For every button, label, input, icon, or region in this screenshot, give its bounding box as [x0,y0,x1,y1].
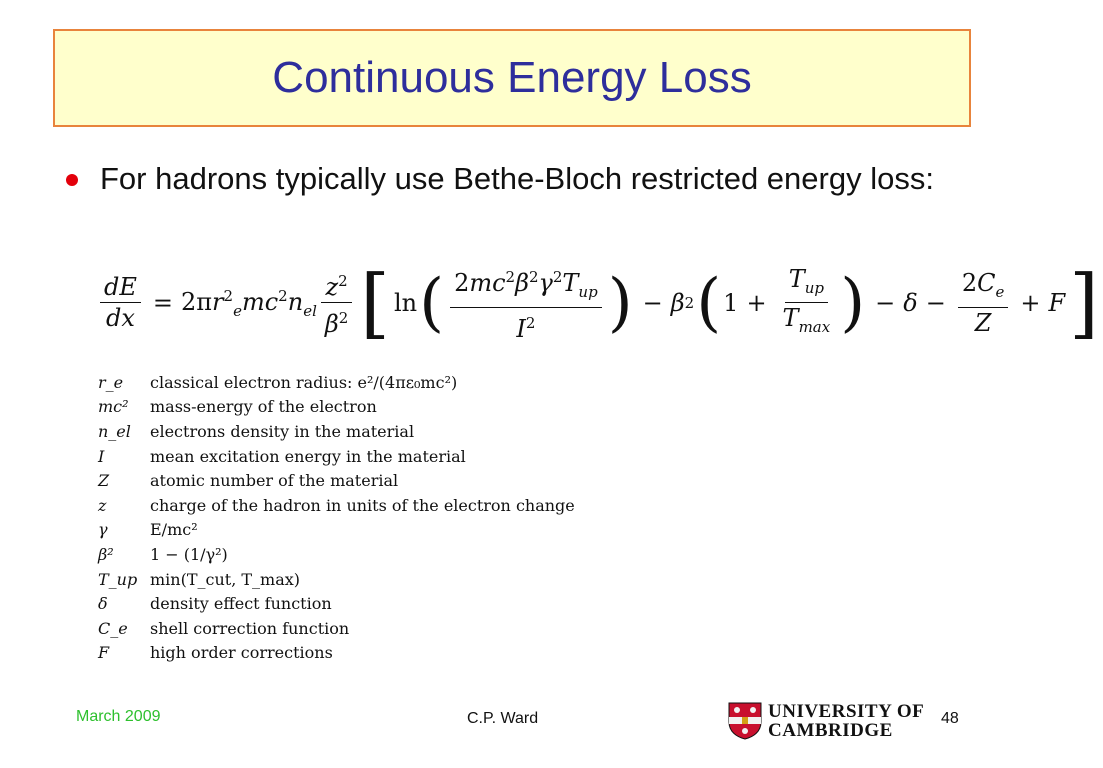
definitions-list [98,370,575,665]
definition-description: density effect function [150,594,332,614]
formula-dedx: $\frac{dE}{dx}$ [100,272,141,333]
logo-line-2: CAMBRIDGE [768,720,893,741]
definition-symbol: δ [98,594,108,614]
definition-row [98,468,575,493]
definition-row [98,419,575,444]
definition-row [98,493,575,518]
definition-description: electrons density in the material [150,421,415,441]
definition-symbol: T_up [98,569,138,589]
definition-symbol: C_e [98,618,128,638]
definition-symbol: γ [98,520,108,540]
definition-symbol: I [98,446,105,466]
bethe-bloch-formula: $\frac{dE}{dx}$ = $2\pi r^2_emc^2n_{el}$ $\frac{z^2}{\beta^2}$ [ ln ( $\frac{2mc^2\beta^2\gamma^2T_{up}}{I^2}$ ) − β 2 ( 1 + $\frac{T_{up}}{T_{max}}$ ) − δ − $\frac{2C_e}{Z}$ + F ] [96,262,1103,344]
footer-author: C.P. Ward [467,710,539,727]
bullet-text: For hadrons typically use Bethe-Bloch restricted energy loss: [100,161,934,196]
logo-line-1: UNIVERSITY OF [768,701,925,722]
definition-symbol: z [98,495,107,515]
definition-symbol: r_e [98,372,124,392]
definition-symbol: mc² [98,397,129,417]
definition-description: classical electron radius: e²/(4πε₀mc²) [150,372,458,392]
definition-symbol: Z [98,471,110,491]
definition-description: 1 − (1/γ²) [150,544,228,564]
page-number: 48 [941,710,959,727]
definition-description: mean excitation energy in the material [150,446,466,466]
definition-description: shell correction function [150,618,350,638]
definition-row [98,591,575,616]
definition-description: high order corrections [150,643,333,663]
definition-row [98,641,575,666]
university-logo [728,702,924,740]
definition-description: E/mc² [150,520,198,540]
definition-row [98,395,575,420]
definition-description: min(T_cut, T_max) [150,569,301,589]
definition-row [98,444,575,469]
definition-description: mass-energy of the electron [150,397,377,417]
definition-description: charge of the hadron in units of the electron change [150,495,575,515]
definition-symbol: n_el [98,421,131,441]
definition-row [98,370,575,395]
definition-symbol: F [98,643,110,663]
definition-row [98,616,575,641]
bullet-point [66,160,946,198]
footer-date: March 2009 [76,708,161,725]
definition-description: atomic number of the material [150,471,399,491]
definition-row [98,567,575,592]
definition-symbol: β² [98,544,114,564]
bullet-dot-icon [66,174,78,186]
definition-row [98,518,575,543]
definition-row [98,542,575,567]
cambridge-shield-icon [728,702,762,740]
title-box [53,29,971,127]
slide-title: Continuous Energy Loss [272,53,752,102]
